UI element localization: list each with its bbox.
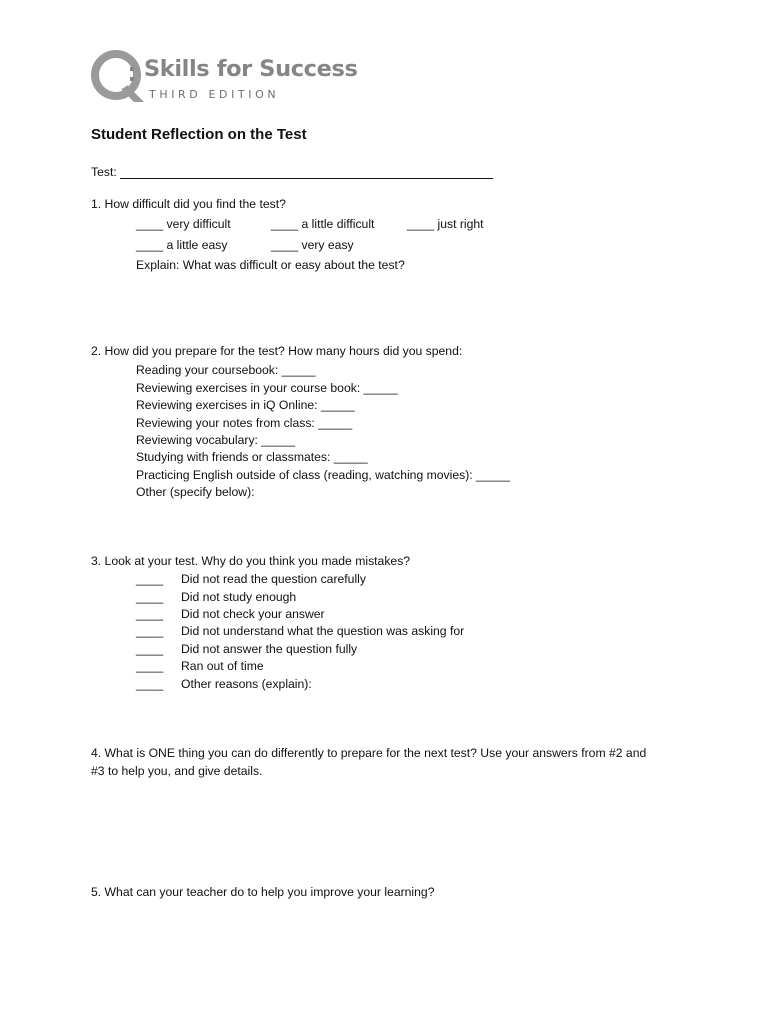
logo-subtitle: THIRD EDITION bbox=[149, 88, 280, 101]
question-5: 5. What can your teacher do to help you improve your learning? bbox=[91, 885, 435, 899]
q2-item: Reviewing exercises in your course book: _____ bbox=[136, 381, 398, 395]
test-label: Test: bbox=[91, 165, 117, 179]
test-name-field[interactable] bbox=[120, 178, 493, 179]
q3-item: Did not understand what the question was asking for bbox=[181, 624, 465, 638]
question-4: 4. What is ONE thing you can do differently to prepare for the next test? Use your answers from #2 and bbox=[91, 746, 647, 760]
q1-option-very-difficult: ____ very difficult bbox=[136, 217, 231, 231]
question-4-continued: #3 to help you, and give details. bbox=[91, 764, 263, 778]
q3-blank: ____ bbox=[136, 607, 164, 621]
q2-item: Practicing English outside of class (reading, watching movies): _____ bbox=[136, 468, 510, 482]
q1-option-a-little-easy: ____ a little easy bbox=[136, 238, 228, 252]
q2-item: Other (specify below): bbox=[136, 485, 255, 499]
logo bbox=[90, 50, 358, 104]
q3-blank: ____ bbox=[136, 642, 164, 656]
page-title: Student Reflection on the Test bbox=[91, 126, 307, 143]
q2-item: Reading your coursebook: _____ bbox=[136, 363, 316, 377]
q3-item: Ran out of time bbox=[181, 659, 264, 673]
q3-blank: ____ bbox=[136, 590, 164, 604]
question-1: 1. How difficult did you find the test? bbox=[91, 197, 286, 211]
q3-blank: ____ bbox=[136, 572, 164, 586]
q2-item: Reviewing vocabulary: _____ bbox=[136, 433, 296, 447]
q3-blank: ____ bbox=[136, 659, 164, 673]
q3-item: Did not check your answer bbox=[181, 607, 325, 621]
q1-option-just-right: ____ just right bbox=[407, 217, 484, 231]
q3-item: Did not study enough bbox=[181, 590, 297, 604]
q3-item: Other reasons (explain): bbox=[181, 677, 312, 691]
q1-explain: Explain: What was difficult or easy about the test? bbox=[136, 258, 405, 272]
q3-item: Did not read the question carefully bbox=[181, 572, 366, 586]
q3-blank: ____ bbox=[136, 624, 164, 638]
question-2: 2. How did you prepare for the test? How many hours did you spend: bbox=[91, 344, 463, 358]
q1-option-a-little-difficult: ____ a little difficult bbox=[271, 217, 375, 231]
q3-item: Did not answer the question fully bbox=[181, 642, 358, 656]
q3-blank: ____ bbox=[136, 677, 164, 691]
q2-item: Studying with friends or classmates: _____ bbox=[136, 450, 368, 464]
logo-title: Skills for Success bbox=[144, 56, 358, 82]
q1-option-very-easy: ____ very easy bbox=[271, 238, 354, 252]
q2-item: Reviewing exercises in iQ Online: _____ bbox=[136, 398, 355, 412]
q2-item: Reviewing your notes from class: _____ bbox=[136, 416, 353, 430]
question-3: 3. Look at your test. Why do you think you made mistakes? bbox=[91, 554, 411, 568]
iq-logo-icon bbox=[90, 50, 146, 104]
